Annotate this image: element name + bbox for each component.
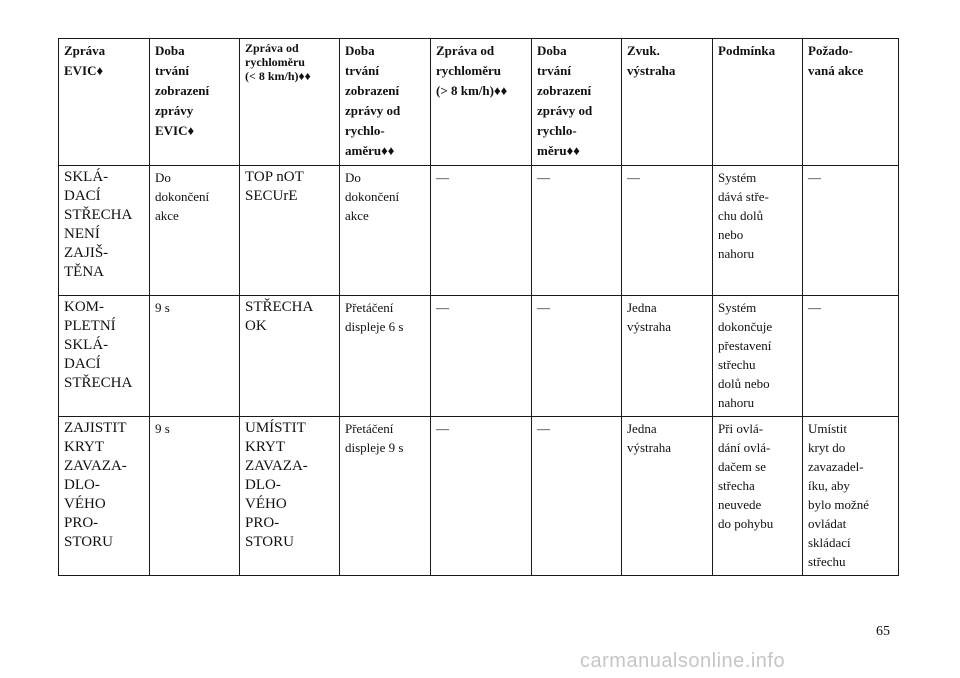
table-cell: KOM- PLETNÍ SKLÁ- DACÍ STŘECHA (59, 296, 150, 417)
table-cell: Do dokončení akce (150, 166, 240, 296)
watermark: carmanualsonline.info (580, 650, 786, 672)
table-cell: Při ovlá- dání ovlá- dačem se střecha neuvede do pohybu (713, 417, 803, 576)
table-cell: ZAJISTIT KRYT ZAVAZA- DLO- VÉHO PRO- STORU (59, 417, 150, 576)
table-cell: Do dokončení akce (340, 166, 431, 296)
table-cell: — (532, 166, 622, 296)
header-required-action: Požado- vaná akce (803, 39, 899, 166)
header-speedo-high-duration: Doba trvání zobrazení zprávy od rychlo- měru♦♦ (532, 39, 622, 166)
table-row (59, 166, 899, 296)
table-cell: Umístit kryt do zavazadel- íku, aby bylo možné ovládat skládací střechu (803, 417, 899, 576)
header-speedo-high-message: Zpráva od rychloměru (> 8 km/h)♦♦ (431, 39, 532, 166)
header-audible-warning: Zvuk. výstraha (622, 39, 713, 166)
table-row (59, 296, 899, 417)
table-cell: Přetáčení displeje 6 s (340, 296, 431, 417)
table-cell: Systém dokončuje přestavení střechu dolů nebo nahoru (713, 296, 803, 417)
table-cell: — (431, 296, 532, 417)
table-cell: Systém dává stře- chu dolů nebo nahoru (713, 166, 803, 296)
table-cell: TOP nOT SECUrE (240, 166, 340, 296)
header-evic-message: Zpráva EVIC♦ (59, 39, 150, 166)
table-cell: — (622, 166, 713, 296)
header-evic-duration: Doba trvání zobrazení zprávy EVIC♦ (150, 39, 240, 166)
table-cell: STŘECHA OK (240, 296, 340, 417)
table-cell: 9 s (150, 417, 240, 576)
table-row (59, 417, 899, 576)
table-cell: Přetáčení displeje 9 s (340, 417, 431, 576)
table-cell: Jedna výstraha (622, 417, 713, 576)
table-cell: — (532, 417, 622, 576)
header-speedo-low-duration: Doba trvání zobrazení zprávy od rychlo- aměru♦♦ (340, 39, 431, 166)
table-cell: — (431, 417, 532, 576)
table-cell: Jedna výstraha (622, 296, 713, 417)
table-header-row (59, 39, 899, 166)
table-cell: — (803, 296, 899, 417)
page-number: 65 (876, 624, 890, 639)
header-condition: Podmínka (713, 39, 803, 166)
table-cell: — (532, 296, 622, 417)
table-cell: 9 s (150, 296, 240, 417)
message-table (58, 38, 899, 576)
table-cell: UMÍSTIT KRYT ZAVAZA- DLO- VÉHO PRO- STORU (240, 417, 340, 576)
header-speedo-low-message: Zpráva od rychloměru (< 8 km/h)♦♦ (240, 39, 340, 166)
table-cell: — (803, 166, 899, 296)
table-cell: — (431, 166, 532, 296)
table-cell: SKLÁ- DACÍ STŘECHA NENÍ ZAJIŠ- TĚNA (59, 166, 150, 296)
